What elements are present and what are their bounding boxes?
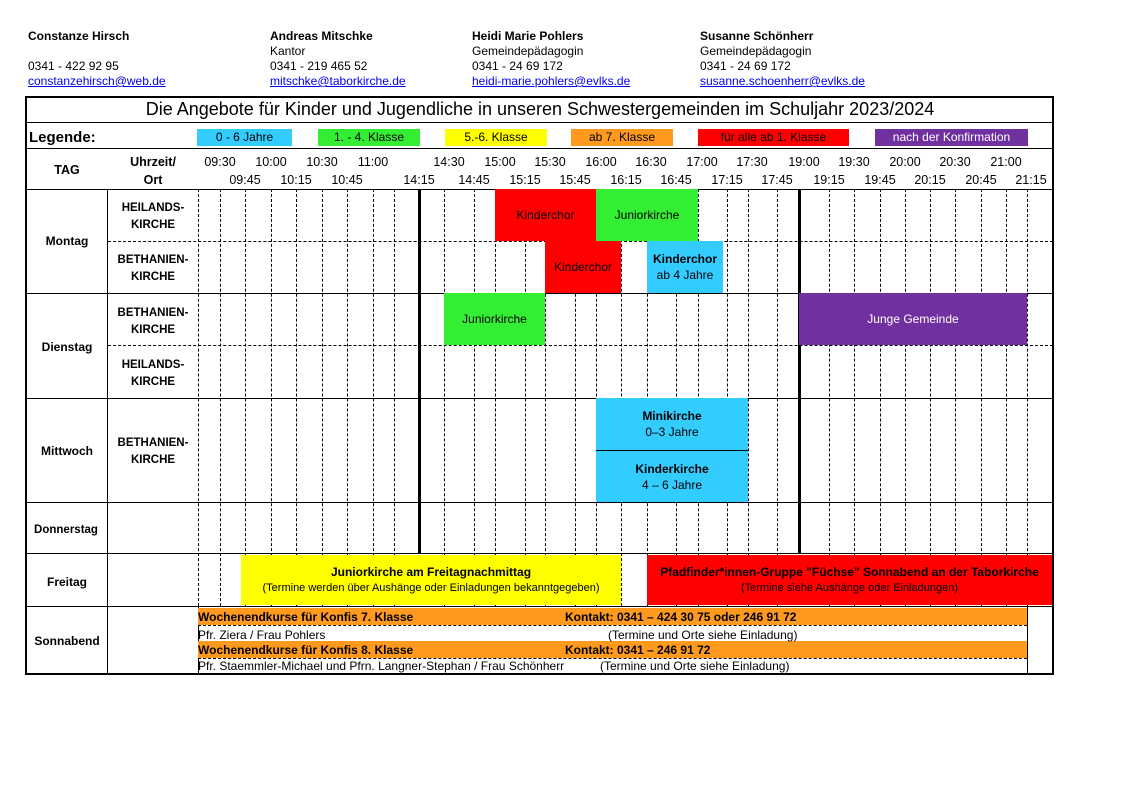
time-label-top: 09:30 [204, 155, 236, 169]
block-title: Minikirche [642, 409, 702, 423]
header-uhrzeit: Uhrzeit/ [130, 155, 176, 169]
time-label-bottom: 15:45 [559, 173, 591, 187]
contact-role: Kantor [270, 44, 306, 58]
time-break-line [418, 189, 421, 553]
sonnabend-k8-people: Pfr. Staemmler-Michael und Pfrn. Langner-Stephan / Frau Schönherr [198, 659, 565, 673]
legend-item-konfirmation: nach der Konfirmation [875, 129, 1028, 146]
time-column-line [777, 189, 778, 606]
sonnabend-k8-title: Wochenendkurse für Konfis 8. Klasse [198, 643, 414, 657]
block-title: Pfadfinder*innen-Gruppe "Füchse" Sonnabend an der Taborkirche [660, 565, 1039, 579]
location-line: BETHANIEN- [117, 307, 189, 319]
block-title: Kinderchor [516, 208, 575, 222]
day-montag: Montag [45, 234, 89, 248]
block-subtitle: (Termine siehe Aushänge oder Einladungen) [740, 582, 959, 594]
time-label-bottom: 17:45 [761, 173, 793, 187]
time-column-line [296, 189, 297, 606]
location-line: HEILANDS- [121, 359, 185, 371]
time-column-line [220, 189, 221, 606]
legend-label: Legende: [29, 129, 96, 146]
legend-divider [25, 148, 1054, 149]
block-title: Junge Gemeinde [867, 312, 959, 326]
time-column-line [474, 189, 475, 606]
block-title: Juniorkirche [462, 312, 527, 326]
block-fr-juniorkirche [241, 555, 621, 605]
time-label-top: 20:30 [939, 155, 971, 169]
block-mi-minikirche [596, 398, 748, 450]
time-label-bottom: 16:15 [610, 173, 642, 187]
block-di-junge-gemeinde [799, 293, 1027, 345]
time-label-bottom: 14:15 [403, 173, 435, 187]
block-title: Kinderchor [553, 260, 613, 274]
time-label-top: 11:00 [357, 155, 389, 169]
contact-email-link[interactable]: constanzehirsch@web.de [28, 74, 166, 88]
block-mo-kinderchor-bethanienkirche [545, 241, 621, 293]
location-line: HEILANDS- [121, 202, 185, 214]
sonnabend-k7-people: Pfr. Ziera / Frau Pohlers [198, 628, 326, 642]
time-label-top: 17:00 [686, 155, 718, 169]
time-label-top: 21:00 [990, 155, 1022, 169]
location-line: BETHANIEN- [117, 254, 189, 266]
block-subtitle: ab 4 Jahre [656, 268, 714, 282]
time-column-line [322, 189, 323, 606]
row-divider [25, 673, 1054, 674]
block-subtitle: 4 – 6 Jahre [641, 477, 703, 492]
time-column-line [955, 189, 956, 606]
time-label-bottom: 20:15 [914, 173, 946, 187]
contact-phone: 0341 - 422 92 95 [28, 59, 119, 73]
contact-name: Susanne Schönherr [700, 29, 814, 43]
time-column-line [854, 189, 855, 606]
block-mo-juniorkirche [596, 189, 698, 241]
time-label-bottom: 09:45 [229, 173, 261, 187]
time-column-line [981, 189, 982, 606]
sonnabend-k8-note: (Termine und Orte siehe Einladung) [600, 659, 790, 673]
location-mo-bethanienkirche [108, 253, 198, 284]
time-label-top: 17:30 [736, 155, 768, 169]
location-line: KIRCHE [130, 219, 176, 231]
time-label-bottom: 20:45 [965, 173, 997, 187]
location-di-heilandskirche [108, 358, 198, 389]
header-tag: TAG [54, 163, 80, 177]
time-label-bottom: 19:45 [864, 173, 896, 187]
time-label-top: 10:00 [255, 155, 287, 169]
location-line: BETHANIEN- [117, 437, 189, 449]
time-label-top: 15:30 [534, 155, 566, 169]
contact-phone: 0341 - 24 69 172 [472, 59, 563, 73]
block-mo-kinderchor-heilandskirche [495, 189, 596, 241]
contact-role: Gemeindepädagogin [472, 44, 584, 58]
time-label-bottom: 14:45 [458, 173, 490, 187]
legend-item-ab-7: ab 7. Klasse [571, 129, 673, 146]
row-divider [25, 502, 1054, 503]
time-column-line [829, 189, 830, 606]
time-column-line [930, 189, 931, 606]
time-column-line [525, 189, 526, 606]
block-title: Kinderchor [652, 252, 717, 266]
time-label-top: 20:00 [889, 155, 921, 169]
sonnabend-k8-contact: Kontakt: 0341 – 246 91 72 [565, 643, 711, 657]
legend-item-5-6: 5.-6. Klasse [445, 129, 547, 146]
row-divider [25, 606, 1054, 607]
time-column-line [271, 189, 272, 606]
sonnabend-k7-title: Wochenendkurse für Konfis 7. Klasse [198, 610, 414, 624]
time-break-line [798, 189, 801, 553]
time-column-line [1027, 189, 1028, 606]
contact-schoenherr [700, 29, 865, 89]
row-divider [25, 553, 1054, 554]
time-label-top: 19:00 [788, 155, 820, 169]
time-column-line [748, 189, 749, 606]
time-column-line [495, 189, 496, 606]
row-divider [25, 398, 1054, 399]
time-label-bottom: 21:15 [1015, 173, 1047, 187]
block-title: Juniorkirche [614, 208, 680, 222]
contact-email-link[interactable]: mitschke@taborkirche.de [270, 74, 406, 88]
sonnabend-k7-note: (Termine und Orte siehe Einladung) [608, 628, 798, 642]
subrow-divider [108, 345, 1053, 346]
time-label-top: 16:00 [585, 155, 617, 169]
subrow-divider [198, 625, 1027, 626]
time-column-line [347, 189, 348, 606]
legend-item-1-4: 1. - 4. Klasse [318, 129, 420, 146]
time-label-top: 16:30 [635, 155, 667, 169]
block-fr-pfadfinder [647, 555, 1052, 605]
contact-phone: 0341 - 219 465 52 [270, 59, 368, 73]
block-title: Kinderkirche [635, 461, 709, 476]
time-label-bottom: 10:15 [280, 173, 312, 187]
day-donnerstag: Donnerstag [34, 524, 98, 536]
sonnabend-k7-contact: Kontakt: 0341 – 424 30 75 oder 246 91 72 [565, 610, 797, 624]
contact-email-link[interactable]: susanne.schoenherr@evlks.de [700, 74, 865, 88]
contact-name: Andreas Mitschke [270, 29, 373, 43]
time-label-bottom: 16:45 [660, 173, 692, 187]
location-di-bethanienkirche [108, 306, 198, 337]
block-subtitle: (Termine werden über Aushänge oder Einladungen bekanntgegeben) [262, 582, 600, 594]
day-mittwoch: Mittwoch [41, 444, 93, 458]
time-column-line [1006, 189, 1007, 606]
legend-item-alle: für alle ab 1. Klasse [698, 129, 849, 146]
block-mi-kinderkirche [596, 450, 748, 502]
column-divider [1027, 606, 1028, 673]
title-divider [25, 122, 1054, 123]
time-column-line [880, 189, 881, 606]
time-label-bottom: 15:15 [509, 173, 541, 187]
time-label-top: 15:00 [484, 155, 516, 169]
block-subtitle: 0–3 Jahre [645, 425, 699, 439]
time-label-top: 14:30 [433, 155, 465, 169]
contact-pohlers [472, 29, 630, 89]
location-line: KIRCHE [130, 324, 176, 336]
time-label-bottom: 10:45 [331, 173, 363, 187]
block-title: Juniorkirche am Freitagnachmittag [330, 565, 532, 579]
block-di-juniorkirche [444, 293, 545, 345]
block-mo-kinderchor-ab-4 [647, 241, 723, 293]
contact-email-link[interactable]: heidi-marie.pohlers@evlks.de [472, 74, 631, 88]
time-column-line [198, 189, 199, 606]
contact-name: Heidi Marie Pohlers [472, 29, 584, 43]
time-column-line [394, 189, 395, 606]
day-freitag: Freitag [46, 575, 87, 589]
time-label-top: 10:30 [306, 155, 338, 169]
contact-role: Gemeindepädagogin [700, 44, 812, 58]
location-line: KIRCHE [130, 271, 176, 283]
time-column-line [373, 189, 374, 606]
header-ort: Ort [143, 173, 163, 187]
time-label-bottom: 17:15 [711, 173, 743, 187]
time-label-bottom: 19:15 [813, 173, 845, 187]
time-column-line [905, 189, 906, 606]
time-label-top: 19:30 [838, 155, 870, 169]
day-sonnabend: Sonnabend [34, 634, 100, 648]
day-dienstag: Dienstag [41, 340, 93, 354]
location-line: KIRCHE [130, 454, 176, 466]
location-mo-heilandskirche [108, 201, 198, 232]
time-column-line [444, 189, 445, 606]
location-line: KIRCHE [130, 376, 176, 388]
legend-item-0-6: 0 - 6 Jahre [197, 129, 292, 146]
contact-name: Constanze Hirsch [28, 29, 130, 43]
location-mi-bethanienkirche [108, 436, 198, 467]
contact-hirsch [28, 29, 166, 89]
page-title: Die Angebote für Kinder und Jugendliche in unseren Schwestergemeinden im Schuljahr 2023/2024 [145, 99, 935, 119]
time-column-line [245, 189, 246, 606]
contact-phone: 0341 - 24 69 172 [700, 59, 791, 73]
contact-mitschke [270, 29, 406, 89]
